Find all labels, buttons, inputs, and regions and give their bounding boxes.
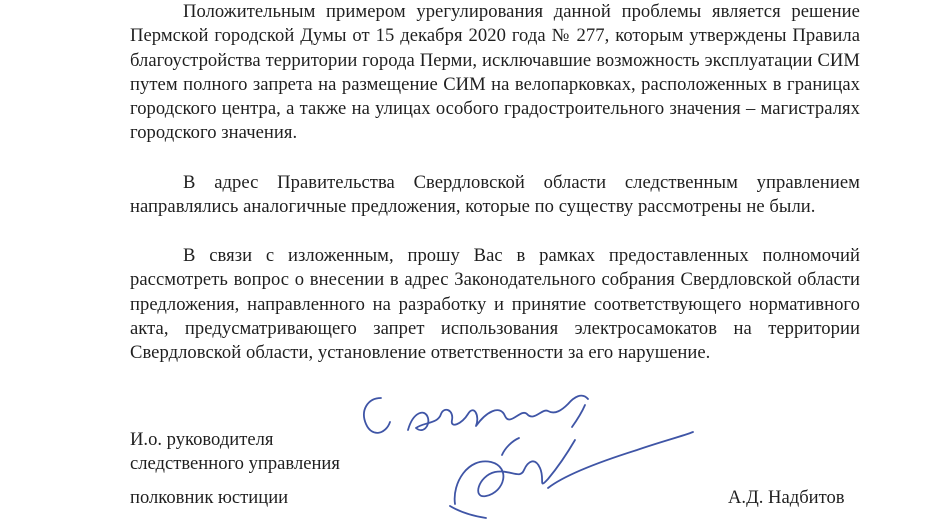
signatory-role-line1: И.о. руководителя	[130, 429, 274, 450]
paragraph-sverdlovsk-proposals: В адрес Правительства Свердловской области следственным управлением направлялись аналогичные предложения, которые по существу рассмотрены не были.	[130, 172, 860, 218]
signatory-rank: полковник юстиции	[130, 487, 289, 508]
paragraph-request: В связи с изложенным, прошу Вас в рамках предоставленных полномочий рассмотреть вопрос о внесении в адрес Законодательного собрания Свердловской области предложения, направленного на разработку и принятие соответствующего нормативного акта, предусматривающего запрет использования электросамокатов на территории Свердловской области, установление ответственности за его нарушение.	[130, 245, 860, 364]
paragraph-perm-example: Положительным примером урегулирования данной проблемы является решение Пермской городской Думы от 15 декабря 2020 года № 277, которым утверждены Правила благоустройства территории города Перми, исключавшие возможность эксплуатации СИМ путем полного запрета на размещение СИМ на велопарковках, расположенных в границах городского центра, а также на улицах особого градостроительного значения – магистралях городского значения.	[130, 1, 860, 144]
signatory-role-line2: следственного управления	[130, 453, 340, 474]
signatory-name: А.Д. Надбитов	[728, 487, 845, 508]
